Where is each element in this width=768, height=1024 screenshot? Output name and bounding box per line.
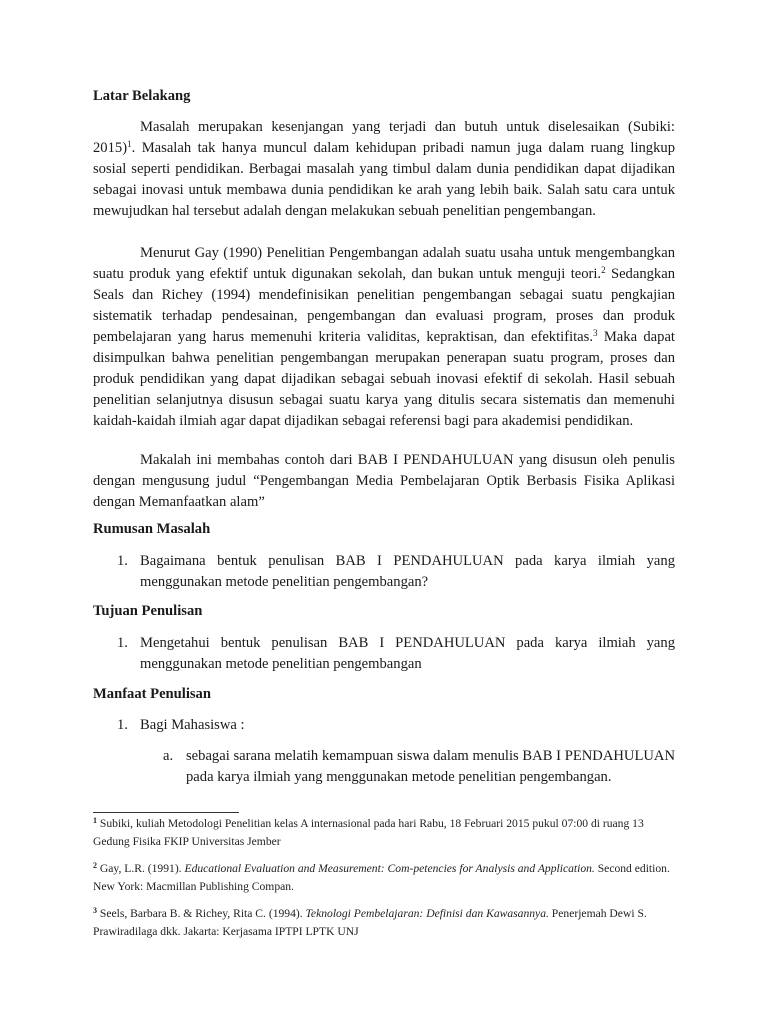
footnote-title: Teknologi Pembelajaran: Definisi dan Kawasannya.	[305, 907, 549, 920]
list-item-text: sebagai sarana melatih kemampuan siswa dalam menulis BAB I PENDAHULUAN pada karya ilmiah yang menggunakan metode penelitian pengembangan.	[186, 748, 675, 785]
list-number: 1.	[117, 717, 128, 733]
list-item-text: Bagaimana bentuk penulisan BAB I PENDAHULUAN pada karya ilmiah yang menggunakan metode penelitian pengembangan?	[140, 553, 675, 590]
paragraph-text: . Masalah tak hanya muncul dalam kehidupan pribadi namun juga dalam ruang lingkup sosial seperti pendidikan. Berbagai masalah yang timbul dalam dunia pendidikan dapat dijadikan sebagai inovasi untuk membawa dunia pendidikan ke arah yang lebih baik. Salah satu cara untuk mewujudkan hal tersebut adalah dengan melakukan sebuah penelitian pengembangan.	[93, 140, 675, 219]
footnote-ref-3[interactable]: 3	[593, 328, 598, 338]
list-item-text: Bagi Mahasiswa :	[140, 717, 245, 733]
list-number: 1.	[117, 635, 128, 651]
footnote-mark: 2	[93, 861, 97, 870]
list-item	[117, 551, 675, 593]
footnote-mark: 1	[93, 816, 97, 825]
footnote-text: Penerjemah Dewi S. Prawiradilaga dkk. Jakarta: Kerjasama IPTPI LPTK UNJ	[93, 907, 647, 938]
paragraph-latar-belakang-1	[93, 117, 675, 222]
heading-manfaat-penulisan: Manfaat Penulisan	[93, 686, 211, 702]
paragraph-text: Masalah merupakan kesenjangan yang terjadi dan butuh untuk diselesaikan (Subiki: 2015)	[93, 119, 675, 156]
footnote-text: Second edition. New York: Macmillan Publishing Compan.	[93, 862, 670, 893]
list-item	[117, 715, 675, 736]
list-letter: a.	[163, 748, 174, 764]
paragraph-text: Sedangkan Seals dan Richey (1994) mendefinisikan penelitian pengembangan sebagai suatu pengkajian sistematik terhadap pendesainan, pengembangan dan evaluasi program, proses dan produk pembelajaran yang harus memenuhi kriteria validitas, kepraktisan, dan efektifitas.	[93, 266, 675, 345]
footnote-text: Seels, Barbara B. & Richey, Rita C. (1994).	[97, 907, 306, 920]
footnote-separator	[93, 812, 239, 813]
footnote-mark: 3	[93, 906, 97, 915]
footnote-title: Educational Evaluation and Measurement: Com-petencies for Analysis and Application.	[184, 862, 595, 875]
heading-latar-belakang: Latar Belakang	[93, 88, 191, 104]
footnote-1	[93, 815, 675, 851]
footnote-3	[93, 905, 675, 941]
list-number: 1.	[117, 553, 128, 569]
heading-tujuan-penulisan: Tujuan Penulisan	[93, 603, 203, 619]
list-item	[117, 633, 675, 675]
paragraph-text: Menurut Gay (1990) Penelitian Pengembangan adalah suatu usaha untuk mengembangkan suatu produk yang efektif untuk digunakan sekolah, dan bukan untuk menguji teori.	[93, 245, 675, 282]
list-item-text: Mengetahui bentuk penulisan BAB I PENDAHULUAN pada karya ilmiah yang menggunakan metode penelitian pengembangan	[140, 635, 675, 672]
paragraph-text: Maka dapat disimpulkan bahwa penelitian pengembangan merupakan penerapan suatu program, proses dan produk pendidikan yang dapat dijadikan sebagai sebuah inovasi efektif di sekolah. Hasil sebuah penelitian selanjutnya disusun sebagai suatu karya yang ditulis secara sistematis dan memenuhi kaidah-kaidah ilmiah agar dapat dijadikan sebagai referensi bagi para akademisi pendidikan.	[93, 329, 675, 429]
footnote-text: Gay, L.R. (1991).	[97, 862, 185, 875]
paragraph-latar-belakang-3: Makalah ini membahas contoh dari BAB I PENDAHULUAN yang disusun oleh penulis dengan mengusung judul “Pengembangan Media Pembelajaran Optik Berbasis Fisika Aplikasi dengan Memanfaatkan alam”	[93, 452, 675, 510]
sub-list-item	[163, 746, 675, 788]
footnote-text: Subiki, kuliah Metodologi Penelitian kelas A internasional pada hari Rabu, 18 Februari 2015 pukul 07:00 di ruang 13 Gedung Fisika FKIP Universitas Jember	[93, 817, 644, 848]
footnote-ref-2[interactable]: 2	[601, 265, 606, 275]
footnote-2	[93, 860, 675, 896]
paragraph-latar-belakang-2	[93, 243, 675, 432]
footnote-ref-1[interactable]: 1	[127, 139, 132, 149]
heading-rumusan-masalah: Rumusan Masalah	[93, 521, 211, 537]
